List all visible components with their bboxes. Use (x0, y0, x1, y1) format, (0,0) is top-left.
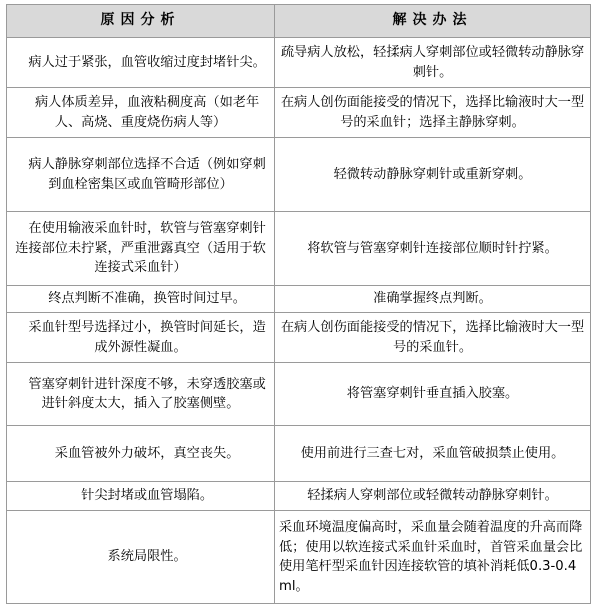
solution-cell: 在病人创伤面能接受的情况下，选择比输液时大一型号的采血针。 (275, 313, 591, 363)
table-row (7, 511, 591, 604)
cause-cell: 采血管被外力破坏，真空丧失。 (7, 426, 275, 482)
solution-cell: 轻微转动静脉穿刺针或重新穿刺。 (275, 138, 591, 212)
cause-cell: 针尖封堵或血管塌陷。 (7, 482, 275, 511)
cause-cell: 病人体质差异，血液粘稠度高（如老年人、高烧、重度烧伤病人等） (7, 88, 275, 138)
cause-cell: 管塞穿刺针进针深度不够，未穿透胶塞或进针斜度太大，插入了胶塞侧壁。 (7, 363, 275, 426)
cause-solution-table (6, 4, 591, 604)
solution-cell: 疏导病人放松，轻揉病人穿刺部位或轻微转动静脉穿刺针。 (275, 38, 591, 88)
cause-cell: 病人静脉穿刺部位选择不合适（例如穿刺到血栓密集区或血管畸形部位） (7, 138, 275, 212)
solution-cell: 轻揉病人穿刺部位或轻微转动静脉穿刺针。 (275, 482, 591, 511)
solution-cell: 在病人创伤面能接受的情况下，选择比输液时大一型号的采血针；选择主静脉穿刺。 (275, 88, 591, 138)
table-row (7, 482, 591, 511)
cause-cell: 采血针型号选择过小，换管时间延长，造成外源性凝血。 (7, 313, 275, 363)
header-solution: 解决办法 (275, 5, 591, 38)
table-row (7, 426, 591, 482)
cause-cell: 病人过于紧张，血管收缩过度封堵针尖。 (7, 38, 275, 88)
header-row (7, 5, 591, 38)
cause-cell: 终点判断不准确，换管时间过早。 (7, 286, 275, 313)
cause-cell: 系统局限性。 (7, 511, 275, 604)
solution-cell: 采血环境温度偏高时，采血量会随着温度的升高而降低；使用以软连接式采血针采血时，首管采血量会比使用笔杆型采血针因连接软管的填补消耗低0.3-0.4ml。 (275, 511, 591, 604)
solution-cell: 将软管与管塞穿刺针连接部位顺时针拧紧。 (275, 212, 591, 286)
table-row (7, 313, 591, 363)
table-row (7, 88, 591, 138)
cause-cell: 在使用输液采血针时，软管与管塞穿刺针连接部位未拧紧，严重泄露真空（适用于软连接式采血针） (7, 212, 275, 286)
solution-cell: 准确掌握终点判断。 (275, 286, 591, 313)
cause-solution-table-container (6, 4, 590, 604)
table-row (7, 363, 591, 426)
table-row (7, 38, 591, 88)
table-row (7, 138, 591, 212)
table-row (7, 286, 591, 313)
table-row (7, 212, 591, 286)
header-cause: 原因分析 (7, 5, 275, 38)
solution-cell: 使用前进行三查七对，采血管破损禁止使用。 (275, 426, 591, 482)
solution-cell: 将管塞穿刺针垂直插入胶塞。 (275, 363, 591, 426)
